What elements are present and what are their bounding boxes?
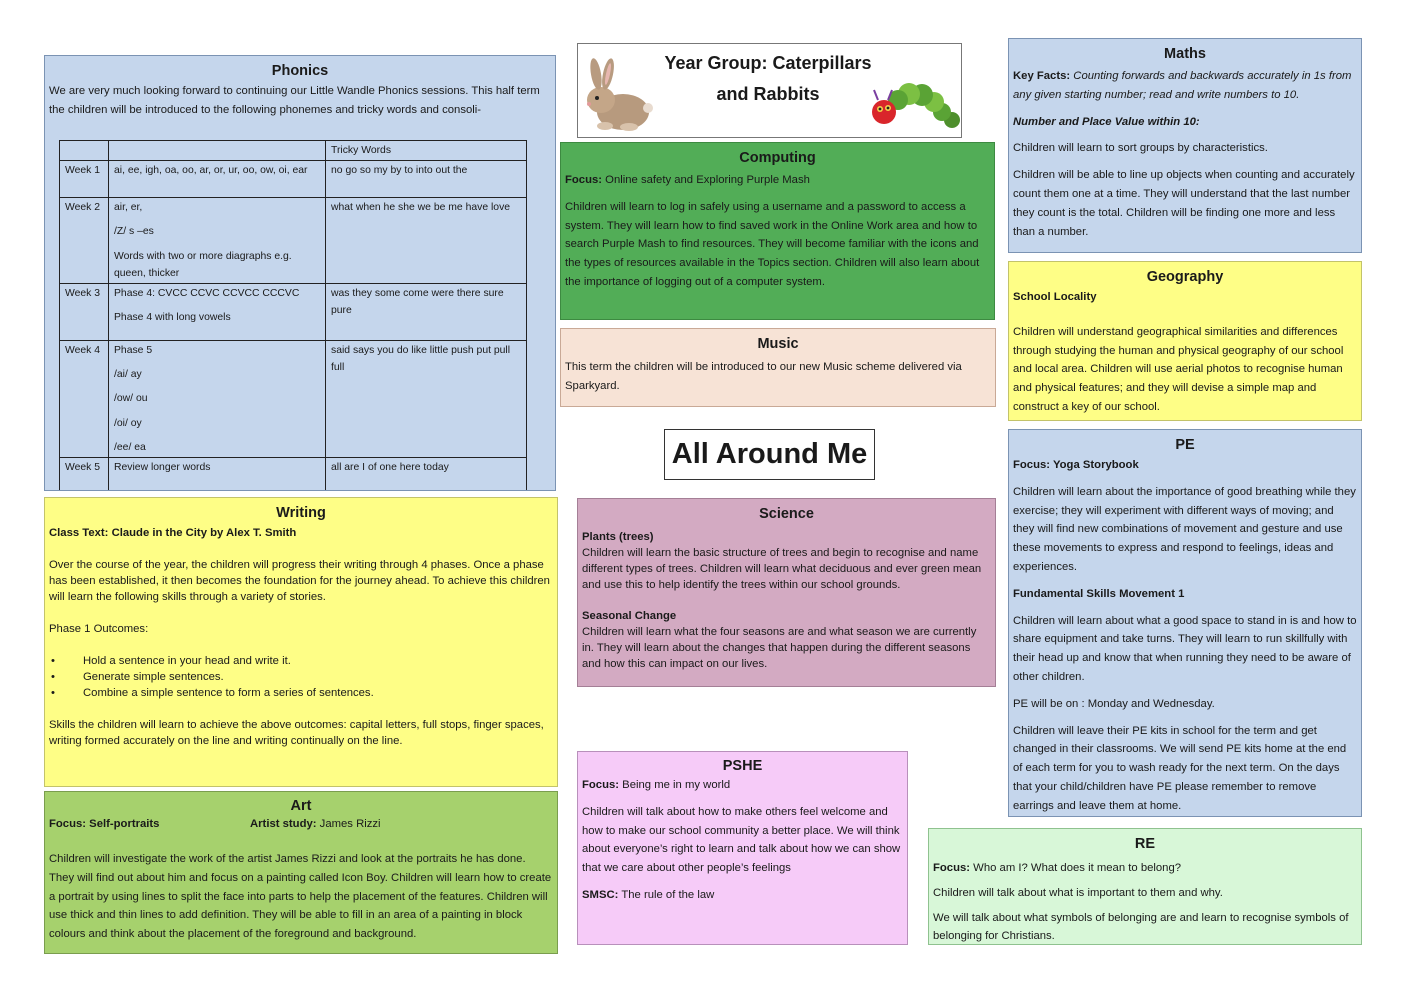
- writing-panel: [44, 497, 558, 787]
- pe-panel: [1008, 429, 1362, 817]
- writing-outcomes-list: [49, 653, 553, 701]
- writing-p1: Over the course of the year, the children will progress their writing through 4 phases. Once a phase has been established, it then becomes the foundation for the journey ahead. To achieve this children will learn the following skills through a variety of stories.: [49, 558, 550, 603]
- art-body: Children will investigate the work of the artist James Rizzi and look at the portraits he has done. They will find out about him and focus on a painting called Icon Boy. Children will learn how to create a portrait by using lines to split the face into parts to help the placement of the features. Children will use thick and thin lines to add definition. They will be able to fill in an area of a painting in block colours and think about the placement of the foreground and background.: [49, 853, 552, 941]
- science-p2: Children will learn what the four seasons are and what season we are currently in. They will learn about the changes that happen during the different seasons and how this can impact on our lives.: [582, 626, 977, 670]
- writing-class-text: Class Text: Claude in the City by Alex T. Smith: [49, 527, 297, 539]
- art-panel: [44, 791, 558, 954]
- pe-focus: Focus: Yoga Storybook: [1013, 459, 1139, 471]
- writing-title: Writing: [276, 505, 326, 521]
- music-panel: [560, 328, 996, 407]
- table-row: Week 2 air, er, /Z/ s –es Words with two or more diagraphs e.g. queen, thicker what when he she we be me have love: [60, 198, 527, 284]
- art-focus-row: [49, 816, 553, 836]
- table-row: Week 5 Review longer words all are I of one here today: [60, 458, 527, 491]
- maths-subheading: Number and Place Value within 10:: [1013, 115, 1200, 128]
- phonics-table: [59, 140, 527, 491]
- science-panel: [577, 498, 996, 687]
- art-study: Artist study: James Rizzi: [250, 818, 381, 830]
- pe-title: PE: [1175, 437, 1195, 453]
- writing-p2: Phase 1 Outcomes:: [49, 622, 149, 635]
- list-item: • Combine a simple sentence to form a series of sentences.: [49, 685, 553, 701]
- maths-panel: [1008, 38, 1362, 253]
- table-row: Week 4 Phase 5 /ai/ ay /ow/ ou /oi/ oy /ee/ ea said says you do like little push put pull full: [60, 341, 527, 458]
- pshe-body: Children will talk about how to make others feel welcome and how to make our school community a better place. We will think about everyone’s right to learn and talk about how we can show that we care about other people’s feelings: [582, 805, 901, 875]
- page-title: All Around Me: [664, 429, 875, 480]
- maths-p2: Children will be able to line up objects when counting and accurately count them one at a time. They will understand that the last number they count is the total. Children will be finding one more and less than a number.: [1013, 169, 1355, 238]
- science-p1: Children will learn the basic structure of trees and begin to recognise and name different types of trees. Children will learn what deciduous and ever green mean and use this to help identify the trees within our school grounds.: [582, 547, 982, 591]
- pe-p3: PE will be on : Monday and Wednesday.: [1013, 697, 1215, 710]
- phonics-intro: We are very much looking forward to continuing our Little Wandle Phonics sessions. This half term the children will be introduced to the following phonemes and tricky words and consoli-: [49, 85, 540, 116]
- re-focus: Focus: Who am I? What does it mean to belong?: [933, 862, 1182, 874]
- computing-panel: [560, 142, 995, 320]
- computing-focus: Focus: Online safety and Exploring Purple Mash: [565, 174, 810, 186]
- science-subheading-plants: Plants (trees): [582, 531, 654, 543]
- year-group-header: [577, 43, 962, 138]
- art-title: Art: [290, 798, 312, 814]
- tricky-words-header: Tricky Words: [326, 141, 527, 161]
- phonics-panel: [44, 55, 556, 491]
- pe-p1: Children will learn about the importance of good breathing while they exercise; they will experiment with different ways of moving; and they will find new combinations of movement and gesture and use these movements to express and respond to feelings, ideas and experiences.: [1013, 485, 1356, 573]
- pshe-title: PSHE: [722, 758, 763, 774]
- re-p2: We will talk about what symbols of belonging are and learn to recognise symbols of belonging for Christians.: [933, 911, 1349, 943]
- science-subheading-seasons: Seasonal Change: [582, 610, 677, 622]
- table-row: Week 3 Phase 4: CVCC CCVC CCVCC CCCVC Phase 4 with long vowels was they some come were there sure pure: [60, 284, 527, 341]
- list-item: • Hold a sentence in your head and write it.: [49, 653, 553, 669]
- geography-title: Geography: [1146, 269, 1224, 285]
- list-item: • Generate simple sentences.: [49, 669, 553, 685]
- pshe-panel: [577, 751, 908, 945]
- pe-subheading: Fundamental Skills Movement 1: [1013, 587, 1185, 600]
- computing-body: Children will learn to log in safely using a username and a password to access a system. They will learn how to find saved work in the Online Work area and how to search Purple Mash to find resources. They will become familiar with the icons and the types of resources available in the Topics section. Children will also learn about the importance of logging out of a computer system.: [565, 200, 980, 288]
- year-group-title: Year Group: Caterpillars and Rabbits: [664, 53, 872, 104]
- pe-p2: Children will learn about what a good space to stand in is and how to share equipment and take turns. They will learn to run skillfully with their head up and know that when running they need to be aware of other children.: [1013, 614, 1357, 683]
- science-title: Science: [759, 506, 814, 522]
- music-body: This term the children will be introduced to our new Music scheme delivered via Sparkyard.: [565, 361, 962, 392]
- phonics-title: Phonics: [271, 63, 329, 79]
- art-focus: Focus: Self-portraits: [49, 818, 160, 830]
- rabbit-icon: [583, 58, 655, 134]
- re-panel: [928, 828, 1362, 945]
- geography-body: Children will understand geographical similarities and differences through studying the human and physical geography of our school and local area. Children will use aerial photos to recognise human and physical features; and they will devise a simple map and construct a key of our school.: [1013, 325, 1344, 413]
- geography-subheading: School Locality: [1013, 291, 1097, 303]
- caterpillar-icon: [870, 72, 962, 134]
- maths-p1: Children will learn to sort groups by characteristics.: [1013, 142, 1268, 155]
- geography-panel: [1008, 261, 1362, 421]
- pe-p4: Children will leave their PE kits in school for the term and get changed in their classrooms. We will send PE kits home at the end of each term for you to wash ready for the next term. On the days that your child/children have PE please remember to remove earrings and leave them at home.: [1013, 724, 1347, 812]
- table-header-row: [60, 141, 527, 161]
- music-title: Music: [757, 336, 799, 352]
- pshe-focus: Focus: Being me in my world: [582, 779, 731, 791]
- maths-key-facts: Key Facts: Counting forwards and backwards accurately in 1s from any given starting number; read and write numbers to 10.: [1013, 70, 1352, 101]
- computing-title: Computing: [739, 150, 816, 166]
- table-row: Week 1 ai, ee, igh, oa, oo, ar, or, ur, oo, ow, oi, ear no go so my by to into out the: [60, 161, 527, 198]
- re-p1: Children will talk about what is important to them and why.: [933, 886, 1223, 899]
- re-title: RE: [1134, 836, 1156, 852]
- writing-p3: Skills the children will learn to achieve the above outcomes: capital letters, full stops, finger spaces, writing formed accurately on the line and writing continually on the line.: [49, 718, 544, 747]
- pshe-smsc: SMSC: The rule of the law: [582, 888, 715, 901]
- maths-title: Maths: [1164, 46, 1206, 62]
